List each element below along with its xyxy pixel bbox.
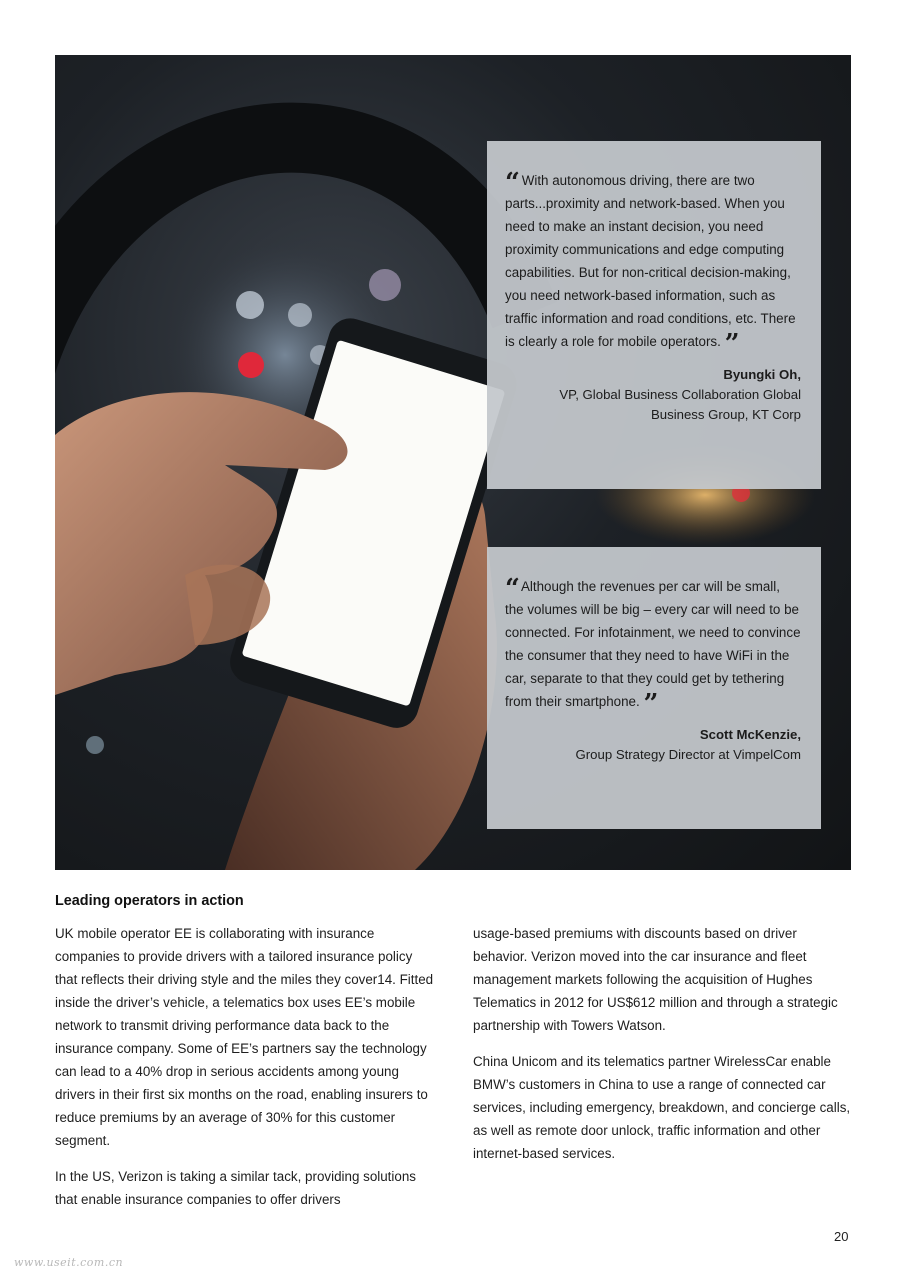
- quote-author-title: Group Strategy Director at VimpelCom: [575, 747, 801, 762]
- quote-text: “ With autonomous driving, there are two parts...proximity and network-based. When you need to make an instant decision, you need proximity communications and edge computing capabilities. But for non-critical decision-making, you need network-based information, such as traffic information and road conditions, etc. There is clearly a role for mobile operators. ”: [505, 168, 796, 359]
- watermark: www.useit.com.cn: [14, 1256, 124, 1269]
- quote-author-title: VP, Global Business Collaboration Global: [559, 387, 801, 402]
- open-quote-icon: “: [505, 574, 518, 604]
- quote-card-scott-mckenzie: [487, 547, 821, 829]
- close-quote-icon: ”: [724, 329, 738, 359]
- quote-author-name: Scott McKenzie,: [699, 727, 801, 742]
- body-paragraph: China Unicom and its telematics partner WirelessCar enable BMW’s customers in China to use a range of connected car services, including emergency, breakdown, and concierge calls, as well as remote door unlock, traffic information and other internet-based services.: [473, 1054, 851, 1161]
- body-paragraph: UK mobile operator EE is collaborating with insurance companies to provide drivers with a tailored insurance policy that reflects their driving style and the miles they cover14. Fitted inside the driver’s vehicle, a telematics box uses EE’s mobile network to transmit driving performance data back to the insurance company. Some of EE’s partners say the technology can lead to a 40% drop in serious accidents among young drivers in their first six months on the road, enabling insurers to reduce premiums by an average of 30% for this customer segment.: [55, 926, 434, 1148]
- section-heading: Leading operators in action: [55, 893, 244, 909]
- open-quote-icon: “: [505, 168, 518, 198]
- quote-author-name: Byungki Oh,: [723, 367, 801, 382]
- body-column-left: [55, 922, 435, 1224]
- body-column-right: [473, 922, 853, 1178]
- page-number: 20: [834, 1229, 849, 1244]
- quote-attribution: [505, 365, 801, 425]
- close-quote-icon: ”: [643, 689, 657, 719]
- quote-card-byungki-oh: [487, 141, 821, 489]
- quote-attribution: [505, 725, 801, 765]
- quote-author-title: Business Group, KT Corp: [650, 407, 801, 422]
- red-warning-light: [238, 352, 264, 378]
- body-paragraph: usage-based premiums with discounts based on driver behavior. Verizon moved into the car insurance and fleet management markets following the acquisition of Hughes Telematics in 2012 for US$612 million and through a strategic partnership with Towers Watson.: [473, 926, 838, 1033]
- quote-text: “ Although the revenues per car will be small, the volumes will be big – every car will need to be connected. For infotainment, we need to convince the consumer that they need to have WiFi in the car, separate to that they could get by tethering from their smartphone. ”: [505, 574, 801, 719]
- hero-photo: [55, 55, 851, 870]
- body-paragraph: In the US, Verizon is taking a similar tack, providing solutions that enable insurance companies to offer drivers: [55, 1169, 416, 1207]
